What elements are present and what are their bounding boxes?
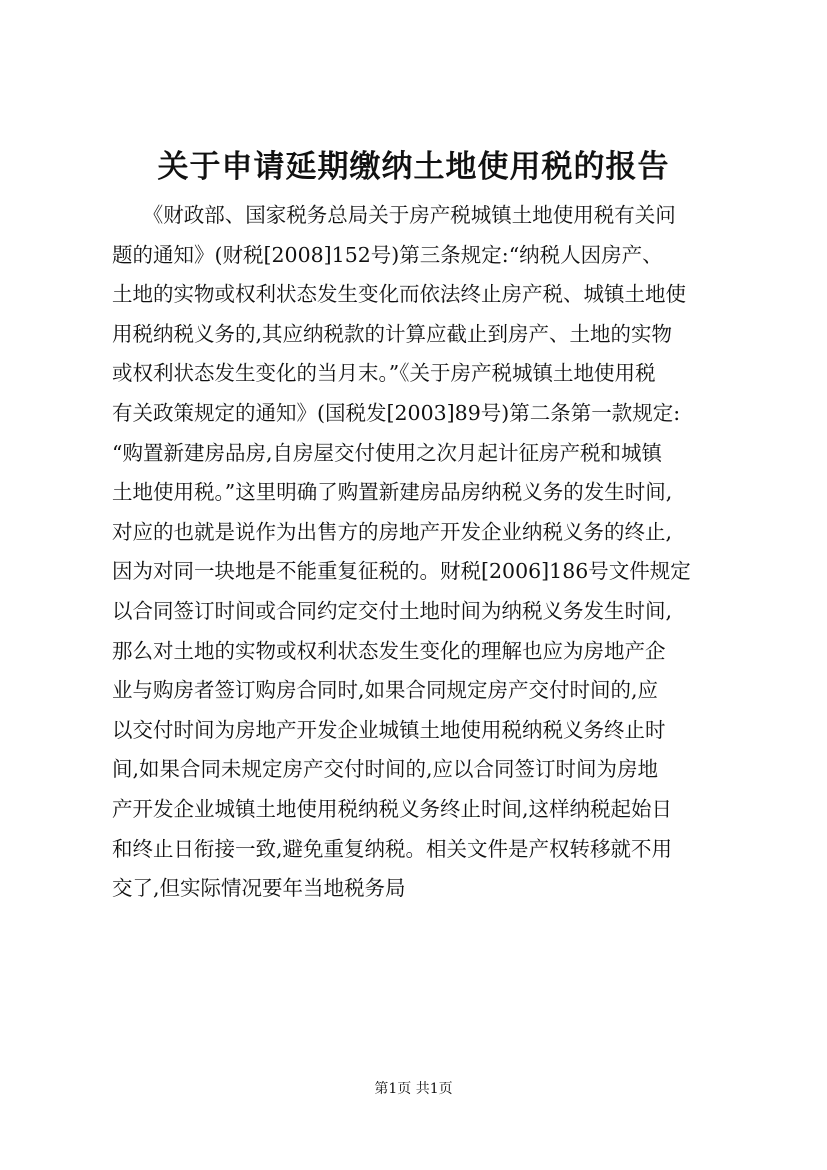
body-line: 那么对土地的实物或权利状态发生变化的理解也应为房地产企 (112, 638, 666, 663)
body-line: 用税纳税义务的,其应纳税款的计算应截止到房产、土地的实物 (112, 321, 673, 346)
document-title: 关于申请延期缴纳土地使用税的报告 (157, 149, 670, 185)
body-line: 因为对同一块地是不能重复征税的。财税[2006]186号文件规定 (112, 559, 691, 584)
body-line: 或权利状态发生变化的当月末。”《关于房产税城镇土地使用税 (112, 361, 656, 386)
body-line: “购置新建房品房,自房屋交付使用之次月起计征房产税和城镇 (112, 440, 662, 465)
body-line: 以交付时间为房地产开发企业城镇土地使用税纳税义务终止时 (112, 717, 666, 742)
document-body (112, 196, 728, 909)
body-line: 《财政部、国家税务总局关于房产税城镇土地使用税有关问 (112, 203, 676, 227)
body-line: 土地使用税。”这里明确了购置新建房品房纳税义务的发生时间, (112, 480, 673, 505)
body-line: 土地的实物或权利状态发生变化而依法终止房产税、城镇土地使 (112, 282, 686, 307)
body-line: 题的通知》(财税[2008]152号)第三条规定:“纳税人因房产、 (112, 242, 663, 267)
body-line: 有关政策规定的通知》(国税发[2003]89号)第二条第一款规定: (112, 400, 681, 425)
body-line: 以合同签订时间或合同约定交付土地时间为纳税义务发生时间, (112, 598, 673, 623)
body-line: 交了,但实际情况要年当地税务局 (112, 876, 406, 901)
body-line: 对应的也就是说作为出售方的房地产开发企业纳税义务的终止, (112, 519, 673, 544)
body-line: 产开发企业城镇土地使用税纳税义务终止时间,这样纳税起始日 (112, 796, 673, 821)
body-line: 间,如果合同未规定房产交付时间的,应以合同签订时间为房地 (112, 757, 659, 782)
body-line: 和终止日衔接一致,避免重复纳税。相关文件是产权转移就不用 (112, 836, 673, 861)
body-line: 业与购房者签订购房合同时,如果合同规定房产交付时间的,应 (112, 678, 659, 703)
page-footer: 第1页 共1页 (374, 1081, 453, 1097)
